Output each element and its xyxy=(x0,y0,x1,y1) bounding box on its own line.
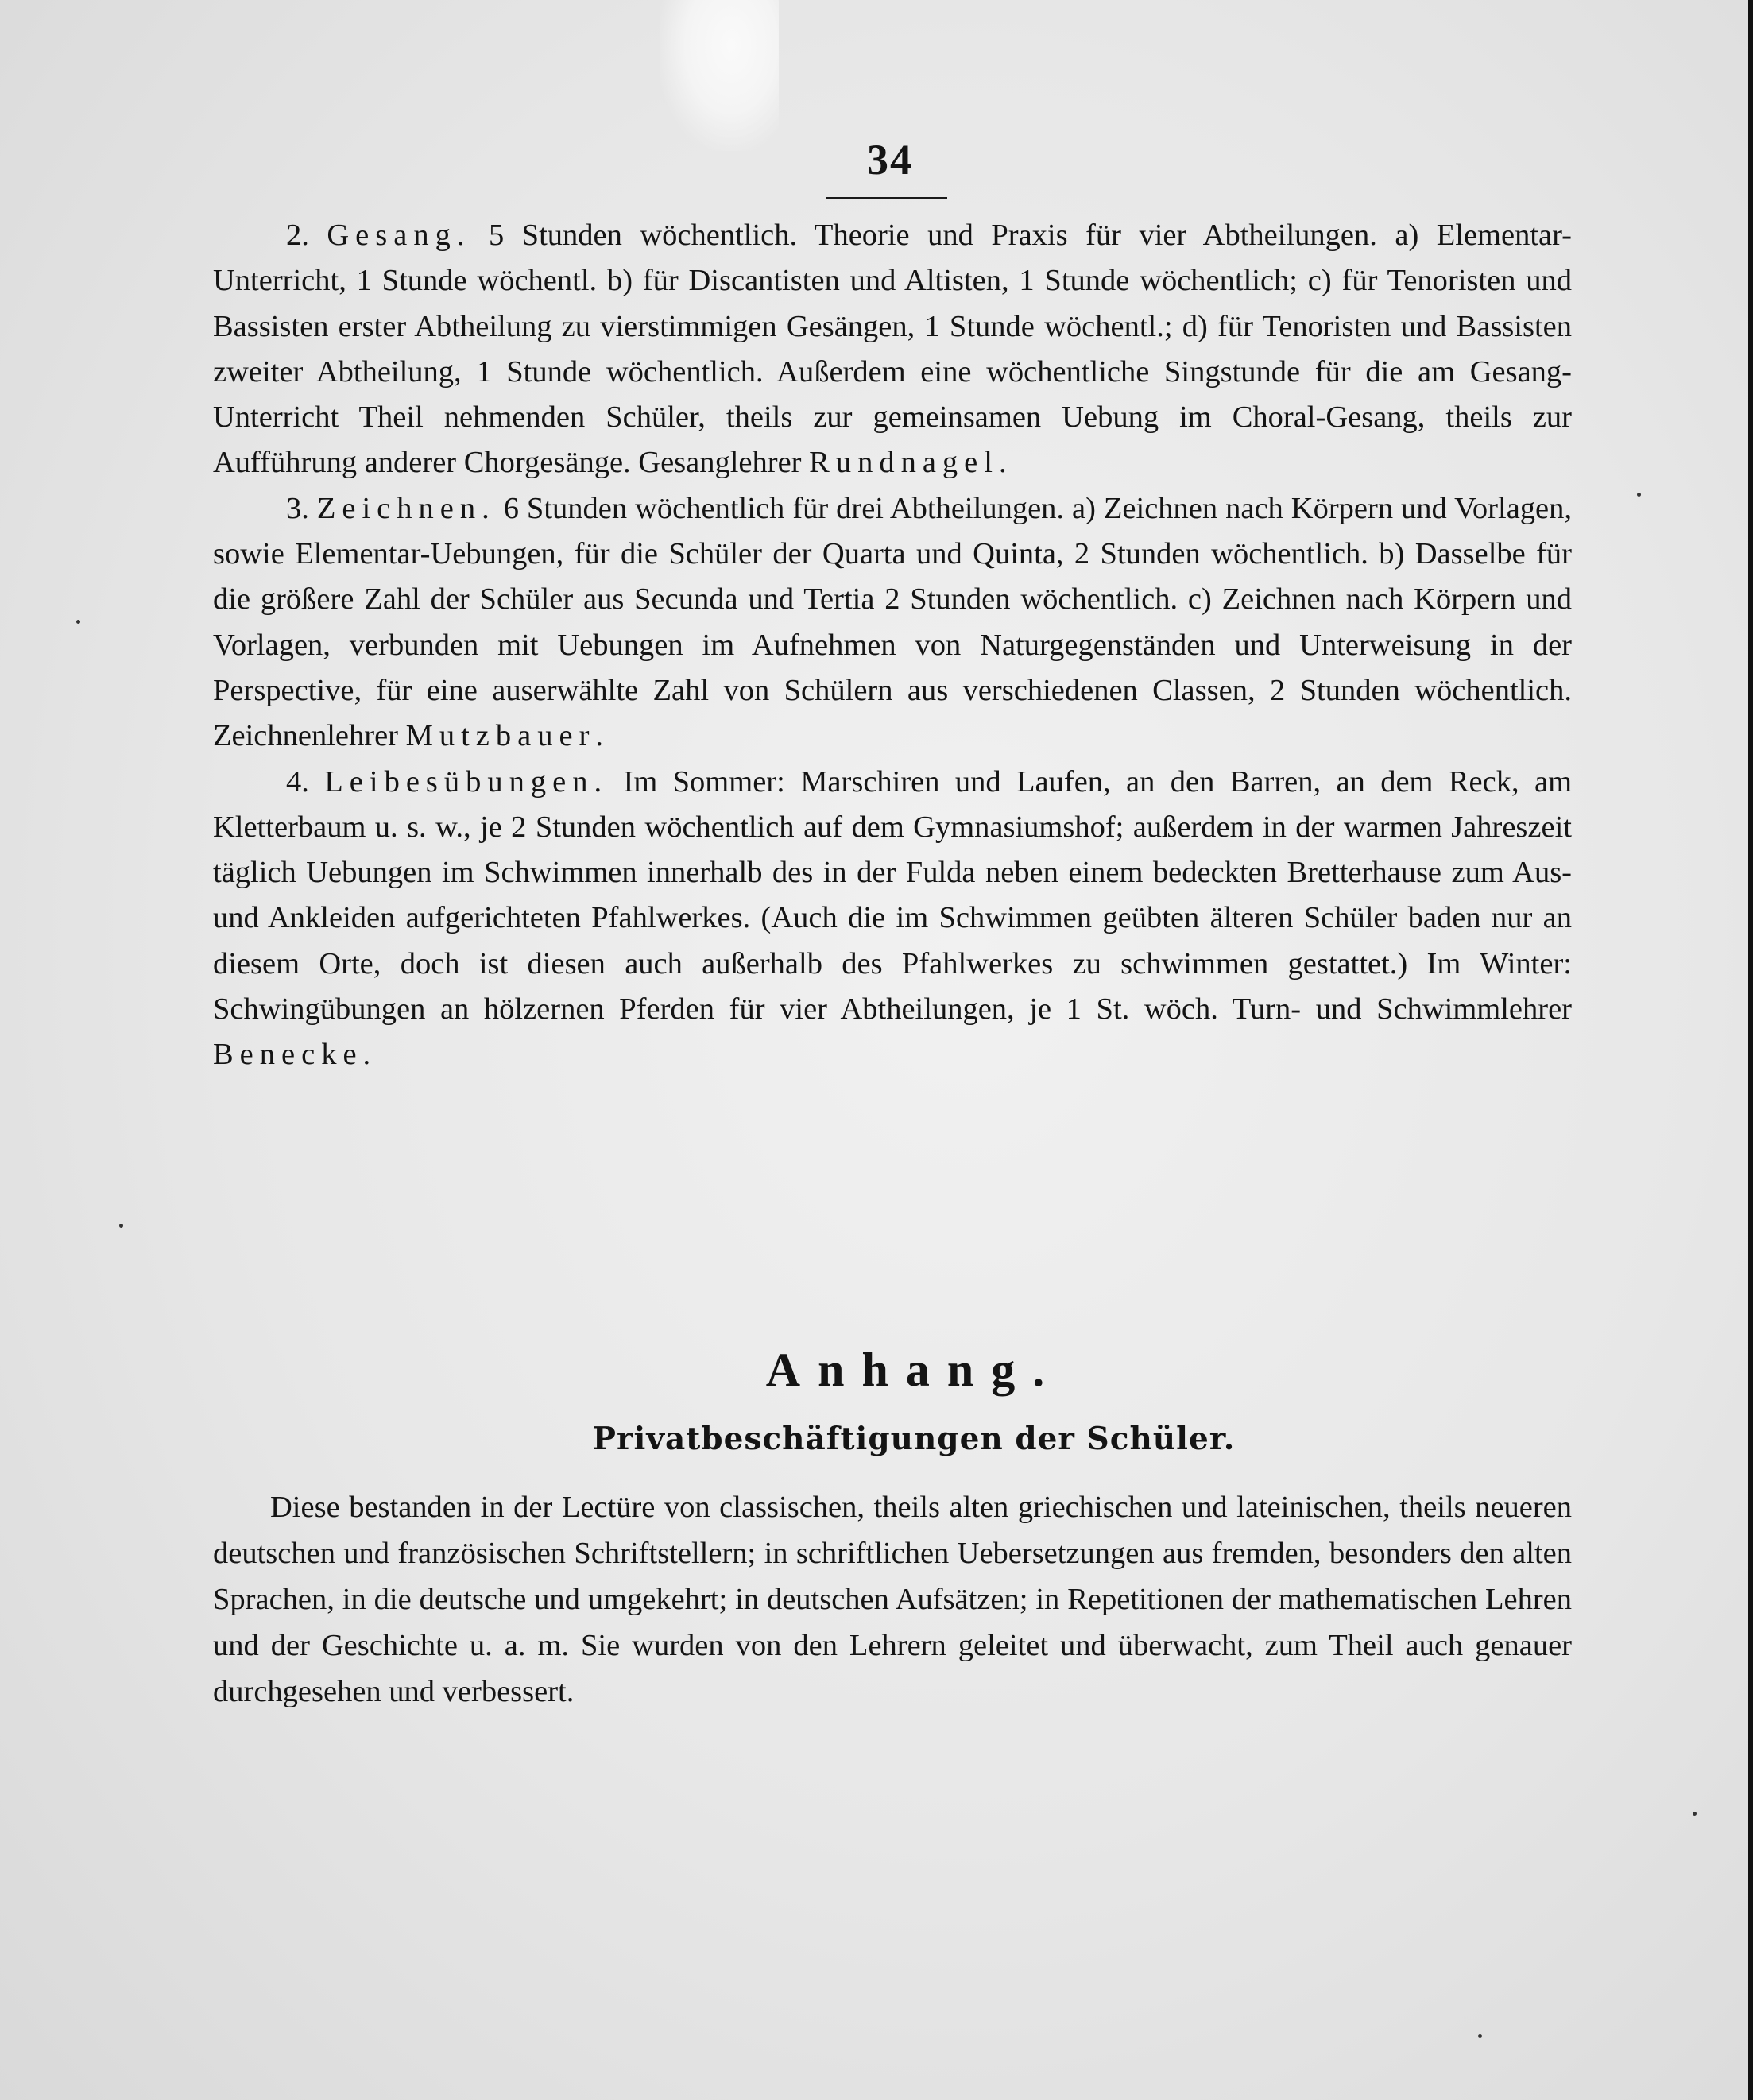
paper-speck xyxy=(1693,1812,1697,1816)
paper-stain xyxy=(660,0,779,151)
paper-speck xyxy=(1478,2034,1482,2038)
section-text: Im Sommer: Marschiren und Laufen, an den Barren, an dem Reck, am Kletterbaum u. s. w., je 2 Stunden wöchentlich auf dem Gymnasiumshof; außerdem in der warmen Jahreszeit täglich Uebungen im Schwimmen innerhalb des in der Fulda neben einem bedeckten Bretterhause zum Aus- und Ankleiden aufgerichteten Pfahlwerkes. (Auch die im Schwimmen geübten älteren Schüler baden nur an diesem Orte, doch ist diesen auch außerhalb des Pfahlwerkes zu schwimmen gestattet.) Im Winter: Schwingübungen an hölzernen Pferden für vier Abtheilungen, je 1 St. wöch. Turn- und Schwimmlehrer xyxy=(213,764,1573,1027)
section-heading: Leibesübungen. xyxy=(324,764,609,799)
section-end: . xyxy=(998,446,1007,480)
section-zeichnen xyxy=(213,486,1572,760)
section-heading: Zeichnen. xyxy=(316,491,496,525)
section-number: 4. xyxy=(286,764,309,799)
section-number: 2. xyxy=(286,219,309,252)
section-gesang xyxy=(213,213,1572,486)
appendix-subtitle: Privatbeschäftigungen der Schüler. xyxy=(592,1421,1236,1457)
section-number: 3. xyxy=(286,491,309,525)
paper-speck xyxy=(119,1224,123,1228)
body-text xyxy=(213,213,1572,1078)
paper-speck xyxy=(76,620,80,624)
section-end: . xyxy=(595,719,604,753)
teacher-name: Benecke xyxy=(213,1038,363,1072)
page-number: 34 xyxy=(867,136,913,184)
page-edge-shadow xyxy=(1748,0,1753,2100)
section-leibesuebungen xyxy=(213,760,1572,1078)
appendix-paragraph: Diese bestanden in der Lectüre von classischen, theils alten griechischen und lateinischen, theils neueren deutschen und französischen Schriftstellern; in schriftlichen Uebersetzungen aus fremden, besonders den alten Sprachen, in die deutsche und umgekehrt; in deutschen Aufsätzen; in Repetitionen der mathematischen Lehren und der Geschichte u. a. m. Sie wurden von den Lehrern geleitet und überwacht, zum Theil auch genauer durchgesehen und verbessert. xyxy=(213,1491,1572,1708)
page-number-rule xyxy=(826,197,947,199)
section-text: 6 Stunden wöchentlich für drei Abtheilungen. a) Zeichnen nach Körpern und Vorlagen, sowie Elementar-Uebungen, für die Schüler der Quarta und Quinta, 2 Stunden wöchentlich. b) Dasselbe für die größere Zahl der Schüler aus Secunda und Tertia 2 Stunden wöchentlich. c) Zeichnen nach Körpern und Vorlagen, verbunden mit Uebungen im Aufnehmen von Naturgegenständen und Unterweisung in der Perspective, für eine auserwählte Zahl von Schülern aus verschiedenen Classen, 2 Stunden wöchentlich. Zeichnenlehrer xyxy=(213,491,1572,753)
teacher-name: Rundnagel xyxy=(809,446,999,480)
appendix-text xyxy=(213,1484,1572,1715)
teacher-name: Mutzbauer xyxy=(405,719,596,753)
section-text: 5 Stunden wöchentlich. Theorie und Praxis für vier Abtheilungen. a) Elementar-Unterricht, 1 Stunde wöchentl. b) für Discantisten und Altisten, 1 Stunde wöchentlich; c) für Tenoristen und Bassisten erster Abtheilung zu vierstimmigen Gesängen, 1 Stunde wöchentl.; d) für Tenoristen und Bassisten zweiter Abtheilung, 1 Stunde wöchentlich. Außerdem eine wöchentliche Singstunde für die am Gesang-Unterricht Theil nehmenden Schüler, theils zur gemeinsamen Uebung im Choral-Gesang, theils zur Aufführung anderer Chorgesänge. Gesanglehrer xyxy=(213,219,1572,480)
section-heading: Gesang. xyxy=(327,219,471,252)
appendix-title: Anhang. xyxy=(765,1344,1062,1396)
section-end: . xyxy=(362,1038,371,1072)
paper-speck xyxy=(1637,493,1641,497)
